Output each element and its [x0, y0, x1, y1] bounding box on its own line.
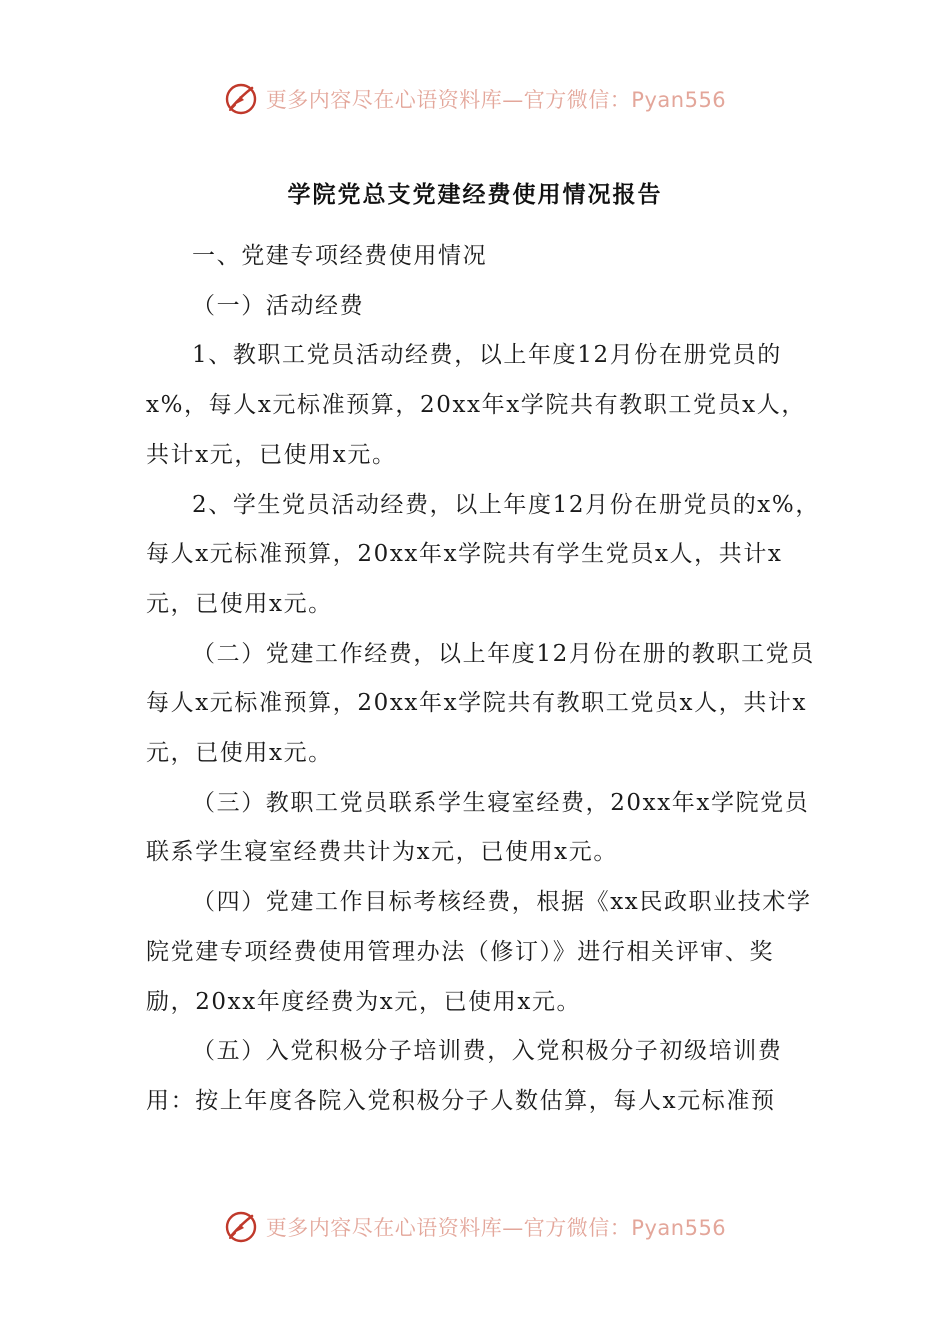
watermark-header: [0, 82, 950, 116]
paragraph: （四）党建工作目标考核经费，根据《xx民政职业技术学院党建专项经费使用管理办法（修订）》进行相关评审、奖励，20xx年度经费为x元，已使用x元。: [146, 889, 812, 1015]
subsection-heading: （一）活动经费: [192, 292, 365, 319]
paragraph: （二）党建工作经费，以上年度12月份在册的教职工党员每人x元标准预算，20xx年x学院共有教职工党员x人，共计x元，已使用x元。: [146, 640, 815, 767]
paragraph: （三）教职工党员联系学生寝室经费，20xx年x学院党员联系学生寝室经费共计为x元，已使用x元。: [146, 789, 810, 866]
document-body: [146, 232, 822, 1127]
paragraph: 1、教职工党员活动经费，以上年度12月份在册党员的x%，每人x元标准预算，20xx年x学院共有教职工党员x人，共计x元，已使用x元。: [146, 342, 806, 468]
section-heading: 一、党建专项经费使用情况: [192, 243, 488, 269]
paragraph: 2、学生党员活动经费，以上年度12月份在册党员的x%，每人x元标准预算，20xx年x学院共有学生党员x人，共计x元，已使用x元。: [146, 491, 820, 617]
watermark-text: 更多内容尽在心语资料库—官方微信：Pyan556: [265, 1216, 727, 1240]
watermark-footer: [0, 1210, 950, 1244]
document-title: 学院党总支党建经费使用情况报告: [287, 181, 663, 208]
paragraph: （五）入党积极分子培训费，入党积极分子初级培训费用：按上年度各院入党积极分子人数估算，每人x元标准预: [146, 1038, 783, 1114]
watermark-text: 更多内容尽在心语资料库—官方微信：Pyan556: [265, 88, 727, 112]
quill-logo-icon: [224, 82, 258, 116]
quill-logo-icon: [224, 1210, 258, 1244]
